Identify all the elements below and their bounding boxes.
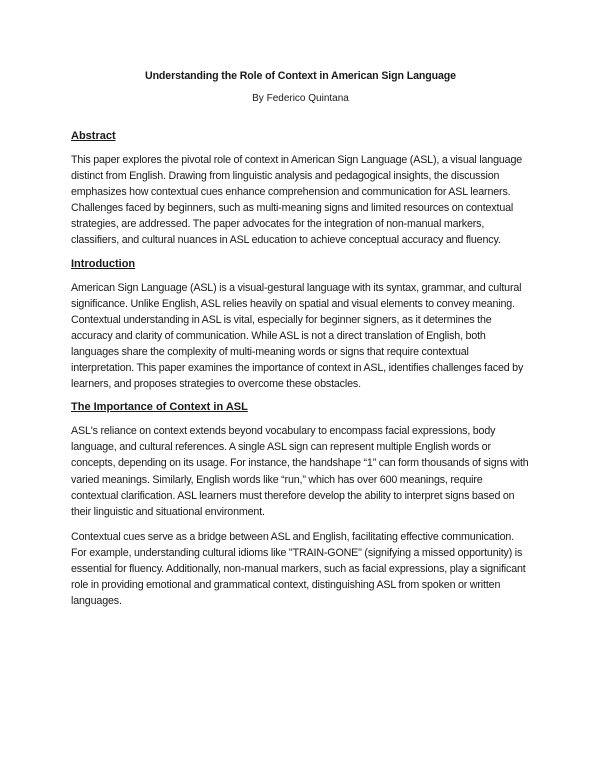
abstract-heading: Abstract [71, 130, 116, 142]
importance-paragraph-1: ASL's reliance on context extends beyond vocabulary to encompass facial expressions, body language, and cultural references. A single ASL sign can represent multiple English words or concepts, depending on its usage. For instance, the handshape “1” can form thousands of signs with varied meanings. Similarly, English words like “run,” which has over 600 meanings, require contextual clarification. ASL learners must therefore develop the ability to interpret signs based on their linguistic and situational environment. [71, 425, 529, 518]
paper-author: By Federico Quintana [252, 93, 349, 104]
introduction-heading: Introduction [71, 257, 136, 270]
abstract-paragraph: This paper explores the pivotal role of context in American Sign Language (ASL), a visual language distinct from English. Drawing from linguistic analysis and pedagogical insights, the discussion emphasizes how contextual cues enhance comprehension and communication for ASL learners. Challenges faced by beginners, such as multi-meaning signs and limited resources on contextual strategies, are addressed. The paper advocates for the integration of non-manual markers, classifiers, and cultural nuances in ASL education to achieve conceptual accuracy and fluency. [71, 154, 523, 247]
paper-title: Understanding the Role of Context in American Sign Language [145, 70, 456, 82]
introduction-paragraph: American Sign Language (ASL) is a visual-gestural language with its syntax, grammar, and cultural significance. Unlike English, ASL relies heavily on spatial and visual elements to convey meaning. Contextual understanding in ASL is vital, especially for beginner signers, as it determines the accuracy and clarity of communication. While ASL is not a direct translation of English, both languages share the complexity of multi-meaning words or signs that require contextual interpretation. This paper examines the importance of context in ASL, identifies challenges faced by learners, and proposes strategies to overcome these obstacles. [71, 281, 524, 391]
importance-paragraph-2: Contextual cues serve as a bridge between ASL and English, facilitating effective communication. For example, understanding cultural idioms like "TRAIN-GONE" (signifying a missed opportunity) is essential for fluency. Additionally, non-manual markers, such as facial expressions, play a significant role in providing emotional and grammatical context, distinguishing ASL from spoken or written languages. [71, 530, 526, 608]
importance-heading: The Importance of Context in ASL [71, 401, 248, 414]
